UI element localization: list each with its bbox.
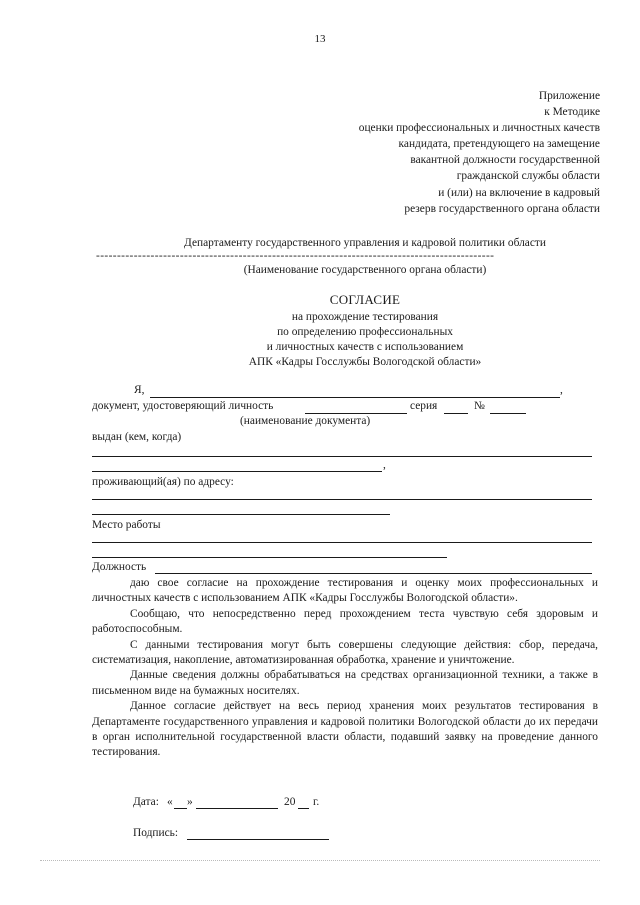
page-number: 13 bbox=[314, 33, 326, 45]
appendix-line: к Методике bbox=[544, 106, 600, 119]
body-paragraph: Данные сведения должны обрабатываться на средствах организационной техники, а также в письменном виде на бумажных носителях. bbox=[92, 669, 598, 697]
address-field-line-1[interactable] bbox=[92, 499, 592, 500]
consent-subtitle-line: АПК «Кадры Госслужбы Вологодской области» bbox=[248, 356, 482, 368]
document-hint: (наименование документа) bbox=[240, 415, 371, 427]
signature-label: Подпись: bbox=[133, 827, 178, 839]
consent-subtitle-line: на прохождение тестирования bbox=[291, 311, 439, 323]
date-close-quote: » bbox=[187, 796, 193, 808]
consent-title: СОГЛАСИЕ bbox=[329, 292, 401, 307]
position-field[interactable] bbox=[155, 573, 592, 574]
residing-label: проживающий(ая) по адресу: bbox=[92, 476, 234, 488]
address-field-line-2[interactable] bbox=[92, 514, 390, 515]
appendix-line: гражданской службы области bbox=[456, 170, 600, 183]
appendix-line: и (или) на включение в кадровый bbox=[438, 186, 600, 199]
appendix-line: Приложение bbox=[538, 90, 600, 102]
appendix-line: оценки профессиональных и личностных качеств bbox=[358, 122, 600, 135]
appendix-header bbox=[270, 88, 600, 217]
appendix-line: резерв государственного органа области bbox=[404, 202, 600, 215]
issued-comma: , bbox=[383, 459, 386, 471]
workplace-field-line-1[interactable] bbox=[92, 542, 592, 543]
addressee-hint: (Наименование государственного органа области) bbox=[243, 264, 487, 276]
date-open-quote: « bbox=[167, 796, 173, 808]
date-year-prefix: 20 bbox=[284, 796, 296, 808]
workplace-label: Место работы bbox=[92, 519, 161, 531]
date-year-suffix: г. bbox=[313, 796, 320, 808]
position-label: Должность bbox=[92, 561, 147, 573]
issued-field-line-1[interactable] bbox=[92, 456, 592, 457]
workplace-field-line-2[interactable] bbox=[92, 557, 447, 558]
full-name-field[interactable] bbox=[150, 397, 560, 398]
appendix-line: кандидата, претендующего на замещение bbox=[398, 138, 600, 151]
date-day-field[interactable] bbox=[174, 808, 187, 809]
name-comma: , bbox=[560, 384, 563, 396]
series-label: серия bbox=[410, 400, 438, 412]
body-paragraph: Данное согласие действует на весь период хранения моих результатов тестирования в Департаменте государственного управления и кадровой политики Вологодской области до их передачи в орган исполнительной государственной власти области, подавший заявку на проведение данного тестирования. bbox=[92, 700, 598, 759]
signature-field[interactable] bbox=[187, 839, 329, 840]
consent-body bbox=[92, 576, 598, 761]
date-month-field[interactable] bbox=[196, 808, 278, 809]
consent-subtitle-line: и личностных качеств с использованием bbox=[266, 341, 464, 353]
scan-edge-divider bbox=[40, 860, 600, 861]
body-paragraph: даю свое согласие на прохождение тестирования и оценку моих профессиональных и личностных качеств с использованием АПК «Кадры Госслужбы Вологодской области». bbox=[92, 577, 598, 605]
issued-field-line-2[interactable] bbox=[92, 471, 382, 472]
number-label: № bbox=[474, 400, 485, 412]
date-year-field[interactable] bbox=[298, 808, 309, 809]
body-paragraph: С данными тестирования могут быть совершены следующие действия: сбор, передача, систематизация, накопление, автоматизированная обработка, хранение и уничтожение. bbox=[92, 638, 598, 667]
addressee-dashes: ----------------------------------------------------------------------------------------------- bbox=[96, 250, 495, 262]
document-label: документ, удостоверяющий личность bbox=[92, 400, 274, 412]
issued-label: выдан (кем, когда) bbox=[92, 431, 182, 443]
date-label: Дата: bbox=[133, 796, 159, 808]
consent-subtitle-line: по определению профессиональных bbox=[277, 326, 453, 338]
series-field[interactable] bbox=[444, 413, 468, 414]
number-field[interactable] bbox=[490, 413, 526, 414]
body-paragraph: Сообщаю, что непосредственно перед прохождением теста чувствую себя здоровым и работоспособным. bbox=[92, 607, 598, 636]
appendix-line: вакантной должности государственной bbox=[410, 154, 600, 167]
addressee: Департаменту государственного управления и кадровой политики области bbox=[184, 237, 546, 249]
i-label: Я, bbox=[134, 384, 145, 396]
